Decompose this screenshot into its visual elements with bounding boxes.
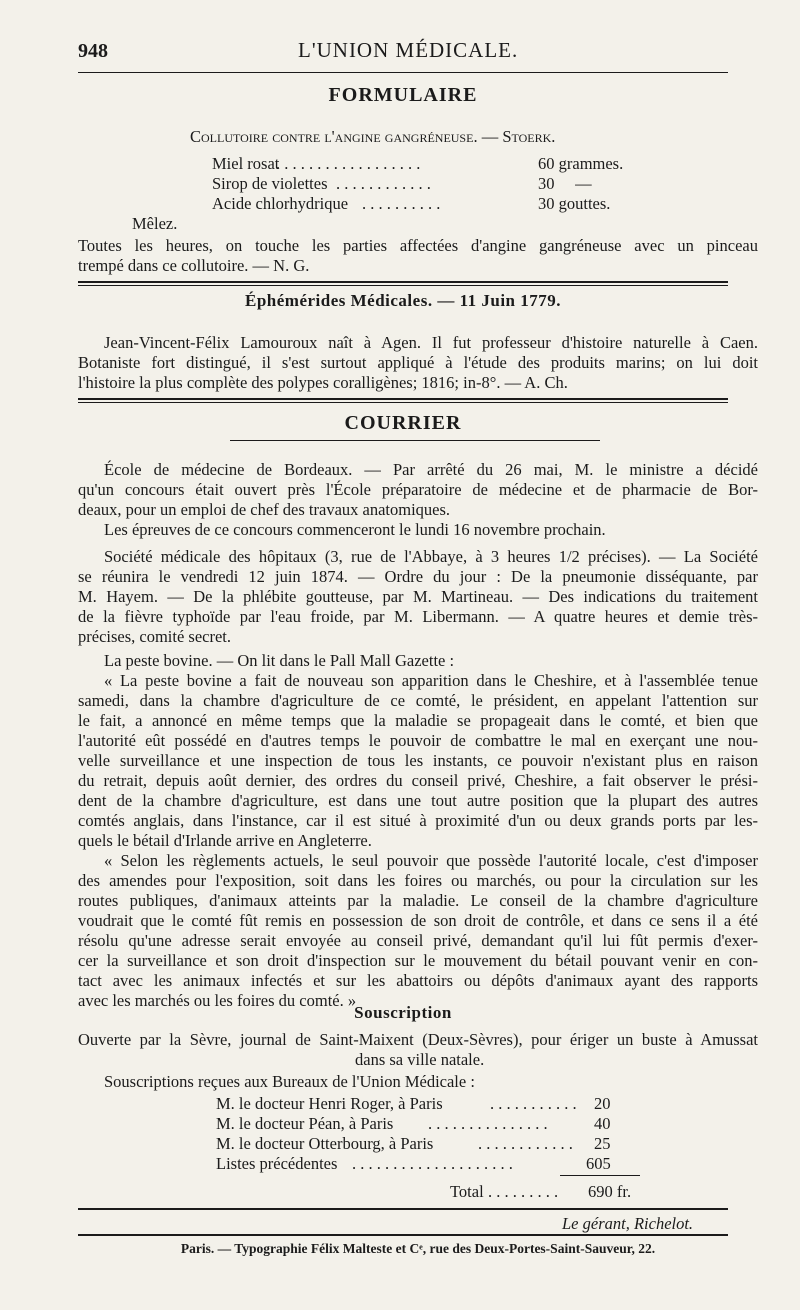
peste-line: tact avec les animaux infectés et sur les abattoirs ou dépôts d'animaux ayant des rapports <box>78 971 758 990</box>
header-rule <box>78 72 728 73</box>
sum-rule <box>560 1175 640 1176</box>
peste-line: cer la surveillance et son droit d'inspection sur le mouvement du bétail pouvant venir en con- <box>78 951 758 970</box>
footer-rule <box>78 1234 728 1236</box>
societe-line: de la fièvre typhoïde par l'eau froide, par M. Libermann. — A quatre heures et demie très- <box>78 607 758 626</box>
recipe-instructions-line: trempé dans ce collutoire. — N. G. <box>78 256 310 275</box>
formulaire-title: FORMULAIRE <box>328 84 478 106</box>
page-number: 948 <box>78 40 108 62</box>
subscriber-amount: 605 <box>586 1154 611 1173</box>
peste-line: voudrait que le comté fût remis en possession de son droit de contrôle, et dans ce sens il a été <box>78 911 758 930</box>
ingredient-qty: 30 gouttes. <box>538 194 611 213</box>
societe-line: se réunira le vendredi 12 juin 1874. — Ordre du jour : De la pneumonie disséquante, par <box>78 567 758 586</box>
subscriber-name: M. le docteur Otterbourg, à Paris <box>216 1134 434 1153</box>
total-dots: . . . . . . . . . <box>488 1182 559 1201</box>
recipe-instructions-line: Toutes les heures, on touche les parties affectées d'angine gangréneuse avec un pinceau <box>78 236 758 255</box>
printer-imprint: Paris. — Typographie Félix Malteste et Cᵉ, rue des Deux-Portes-Saint-Sauveur, 22. <box>180 1241 656 1256</box>
subscriber-dots: . . . . . . . . . . . . . . . . . . . . <box>352 1154 513 1173</box>
journal-title: L'UNION MÉDICALE. <box>298 38 519 62</box>
subscriber-dots: . . . . . . . . . . . <box>490 1094 577 1113</box>
peste-line: quels le bétail d'Irlande arrive en Angleterre. <box>78 831 372 850</box>
subscriber-amount: 40 <box>594 1114 611 1133</box>
societe-line: Société médicale des hôpitaux (3, rue de l'Abbaye, à 3 heures 1/2 précises). — La Société <box>104 547 758 566</box>
total-value: 690 fr. <box>588 1182 632 1201</box>
peste-line: velle surveillance et une inspection de tous les instants, ce pouvoir n'existant plus en raison <box>78 751 758 770</box>
peste-line: routes publiques, d'animaux atteints par la maladie. Le conseil de la chambre d'agriculture <box>78 891 758 910</box>
subscriber-name: M. le docteur Péan, à Paris <box>216 1114 394 1133</box>
bordeaux-line: Les épreuves de ce concours commenceront le lundi 16 novembre prochain. <box>104 520 606 539</box>
bordeaux-line: qu'un concours était ouvert près l'École préparatoire de médecine et de pharmacie de Bor- <box>78 480 758 499</box>
peste-line: samedi, dans la chambre d'agriculture de ce comté, le président, en appelant l'attention sur <box>78 691 758 710</box>
recipe-title: Collutoire contre l'angine gangréneuse. — Stoerk. <box>190 127 556 146</box>
subscriber-dots: . . . . . . . . . . . . <box>478 1134 573 1153</box>
ephemerides-line: Jean-Vincent-Félix Lamouroux naît à Agen. Il fut professeur d'histoire naturelle à Caen. <box>104 333 758 352</box>
peste-line: le fait, a annoncé en même temps que la maladie se propageait dans le comté, et bien que <box>78 711 758 730</box>
footer-rule <box>78 1208 728 1210</box>
page-header <box>78 38 728 68</box>
peste-line: du retrait, depuis août dernier, des ordres du conseil privé, Cheshire, a fait observer le prési- <box>78 771 758 790</box>
souscription-intro-line: Ouverte par la Sèvre, journal de Saint-Maixent (Deux-Sèvres), pour ériger un buste à Amussat <box>78 1030 758 1049</box>
peste-line: comtés anglais, dans l'instance, car il est situé à proximité d'un ou deux grands ports par les- <box>78 811 758 830</box>
societe-line: M. Hayem. — De la phlébite goutteuse, par M. Martineau. — Des indications du traitement <box>78 587 758 606</box>
ephemerides-line: Botaniste fort distingué, il s'est surtout appliqué à l'étude des produits marins; on lui doit <box>78 353 758 372</box>
peste-line: résolu qu'une adresse serait envoyée au conseil privé, demandant qu'il lui fût permis d'exer- <box>78 931 758 950</box>
subscriber-name: Listes précédentes <box>216 1154 338 1173</box>
section-rule <box>78 402 728 403</box>
bordeaux-line: École de médecine de Bordeaux. — Par arrêté du 26 mai, M. le ministre a décidé <box>104 460 758 479</box>
peste-line: « Selon les règlements actuels, le seul pouvoir que possède l'autorité locale, c'est d'imposer <box>104 851 758 870</box>
peste-line: dent de la chambre d'agriculture, est dans une tout autre position que la plupart des autres <box>78 791 758 810</box>
souscription-heading: Souscriptions reçues aux Bureaux de l'Union Médicale : <box>104 1072 475 1091</box>
courrier-title: COURRIER <box>344 412 462 434</box>
ingredient-name: Acide chlorhydrique <box>212 194 349 213</box>
section-rule <box>78 281 728 283</box>
bordeaux-line: deaux, pour un emploi de chef des travaux anatomiques. <box>78 500 451 519</box>
subscriber-amount: 20 <box>594 1094 611 1113</box>
subscriber-amount: 25 <box>594 1134 611 1153</box>
section-rule <box>78 285 728 286</box>
souscription-title: Souscription <box>354 1003 452 1022</box>
section-rule <box>78 398 728 400</box>
ingredient-dots: . . . . . . . . . . . . . . . . . . <box>276 154 421 173</box>
peste-line: l'autorité eût possédé en d'autres temps le pouvoir de combattre le mal en exerçant une nou- <box>78 731 758 750</box>
subscriber-dots: . . . . . . . . . . . . . . . <box>428 1114 548 1133</box>
ingredient-name: Miel rosat <box>212 154 280 173</box>
ephemerides-title: Éphémérides Médicales. — 11 Juin 1779. <box>244 291 562 310</box>
ingredient-dots: . . . . . . . . . . . . <box>336 174 431 193</box>
ingredient-name: Sirop de violettes <box>212 174 328 193</box>
ingredient-qty: 60 grammes. <box>538 154 624 173</box>
courrier-underline <box>230 440 600 441</box>
subscriber-name: M. le docteur Henri Roger, à Paris <box>216 1094 443 1113</box>
recipe-melez: Mêlez. <box>132 214 178 233</box>
societe-line: précises, comité secret. <box>78 627 232 646</box>
souscription-intro-line: dans sa ville natale. <box>355 1050 485 1069</box>
ephemerides-line: l'histoire la plus complète des polypes coralligènes; 1816; in-8°. — A. Ch. <box>78 373 568 392</box>
gerant-signature: Le gérant, Richelot. <box>562 1214 694 1233</box>
peste-heading: La peste bovine. — On lit dans le Pall Mall Gazette : <box>104 651 455 670</box>
peste-line: « La peste bovine a fait de nouveau son apparition dans le Cheshire, et à l'assemblée tenue <box>104 671 758 690</box>
ingredient-dots: . . . . . . . . . . <box>362 194 441 213</box>
peste-line: avec les marchés ou les foires du comté. » <box>78 991 357 1010</box>
total-label: Total <box>450 1182 484 1201</box>
peste-line: des amendes pour l'exposition, soit dans les foires ou marchés, ou pour la circulation sur les <box>78 871 758 890</box>
ingredient-qty: 30 — <box>538 174 592 193</box>
